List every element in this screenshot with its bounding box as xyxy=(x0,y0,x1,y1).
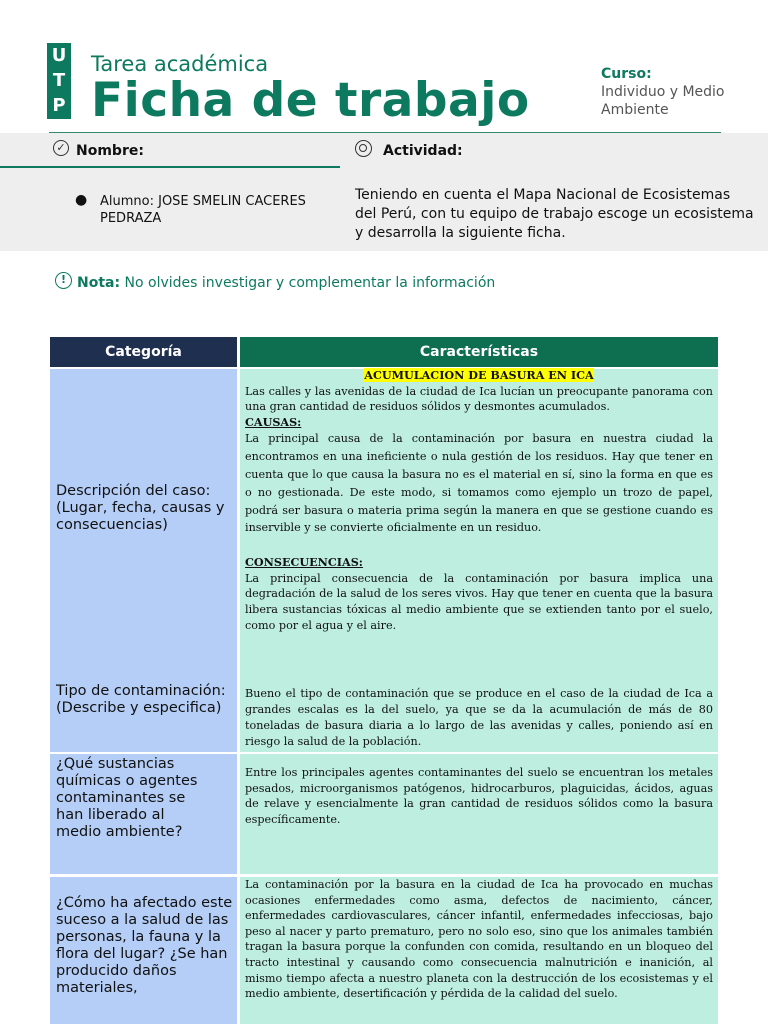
alumno-name: Alumno: JOSE SMELIN CACERES PEDRAZA xyxy=(100,194,306,226)
nombre-underline xyxy=(0,166,340,168)
causas-text: La principal causa de la contaminación por basura en nuestra ciudad la encontramos en una ineficiente o nula gestión de los residuos. Hay que tener en cuenta que lo que causa la basura no es el material en sí, sino la forma en que es o no gestionada. De este modo, si tomamos como ejemplo un trozo de papel, podrá ser basura o materia prima según la manera en que se gestione cuando es inservible y se convierte oficialmente en un residuo. xyxy=(245,432,713,535)
curso-value: Individuo y Medio Ambiente xyxy=(601,84,725,118)
sustancias-text: Entre los principales agentes contaminantes del suelo se encuentran los metales pesados, microorganismos patógenos, hidrocarburos, plaguicidas, ácidos, aguas de relave y esencialmente la gran cantidad de residuos sólidos como la basura específicamente. xyxy=(245,766,713,826)
actividad-text: Teniendo en cuenta el Mapa Nacional de Ecosistemas del Perú, con tu equipo de trabajo escoge un ecosistema y desarrolla la siguiente ficha. xyxy=(355,187,754,241)
logo-letter-p: P xyxy=(52,95,66,117)
causas-heading: CAUSAS: xyxy=(245,414,302,429)
nota-text: No olvides investigar y complementar la información xyxy=(124,275,496,291)
nota xyxy=(77,275,495,291)
header-categoria: Categoría xyxy=(50,337,237,367)
check-circle-icon: ✓ xyxy=(53,140,69,156)
exclamation-circle-icon: ! xyxy=(55,272,72,289)
afectacion-text: La contaminación por la basura en la ciudad de Ica ha provocado en muchas ocasiones enfermedades como asma, defectos de nacimiento, cáncer, enfermedades cardiovasculares, cáncer infantil, enfermedades infecciosas, bajo peso al nacer y parto prematuro, pero no solo eso, sino que los animales también tragan la basura porque la confunden con comida, resultando en un bloqueo del tracto intestinal y causando como consecuencia malnutrición e inanición, al mismo tiempo afecta a nuestro planeta con la destrucción de los ecosistemas y el medio ambiente, desertificación y pérdida de la calidad del suelo. xyxy=(245,878,713,1001)
nombre-label: Nombre: xyxy=(76,143,144,159)
table-cell-characteristics xyxy=(240,754,718,874)
header-caracteristicas: Características xyxy=(240,337,718,367)
category-descripcion: Descripción del caso: (Lugar, fecha, causas y consecuencias) xyxy=(56,483,225,533)
target-icon xyxy=(355,140,372,157)
table-cell-characteristics xyxy=(240,369,718,752)
category-tipo: Tipo de contaminación: (Describe y especifica) xyxy=(56,683,226,716)
logo-letter-t: T xyxy=(52,69,66,91)
tipo-text: Bueno el tipo de contaminación que se produce en el caso de la ciudad de Ica a grandes escalas es la del suelo, ya que se da la acumulación de más de 80 toneladas de basura diaria a lo largo de las avenidas y calles, poniendo así en riesgo la salud de la población. xyxy=(245,687,713,748)
case-title: ACUMULACION DE BASURA EN ICA xyxy=(364,368,594,382)
consecuencias-text: La principal consecuencia de la contaminación por basura implica una degradación de la salud de los seres vivos. Hay que tener en cuenta que la basura libera sustancias tóxicas al medio ambiente que se extienden tanto por el suelo, como por el agua y el aire. xyxy=(245,571,713,632)
case-intro: Las calles y las avenidas de la ciudad de Ica lucían un preocupante panorama con una gran cantidad de residuos sólidos y desmontes acumulados. xyxy=(245,384,713,414)
logo-letter-u: U xyxy=(51,44,67,66)
table-cell-characteristics xyxy=(240,877,718,1024)
table-cell-category xyxy=(50,369,237,752)
utp-logo xyxy=(47,43,71,119)
page-subtitle: Tarea académica xyxy=(91,52,269,76)
page-title: Ficha de trabajo xyxy=(91,73,530,128)
actividad-label: Actividad: xyxy=(383,143,463,159)
table-cell-category xyxy=(50,754,237,874)
nota-label: Nota: xyxy=(77,275,121,291)
category-sustancias: ¿Qué sustancias químicas o agentes contaminantes se han liberado al medio ambiente? xyxy=(56,756,198,840)
consecuencias-heading: CONSECUENCIAS: xyxy=(245,555,363,570)
bullet-icon: ● xyxy=(75,192,88,208)
table-cell-category xyxy=(50,877,237,1024)
category-afectacion: ¿Cómo ha afectado este suceso a la salud de las personas, la fauna y la flora del lugar? ¿Se han producido daños materiales, xyxy=(56,895,233,996)
curso-label: Curso: xyxy=(601,66,652,82)
